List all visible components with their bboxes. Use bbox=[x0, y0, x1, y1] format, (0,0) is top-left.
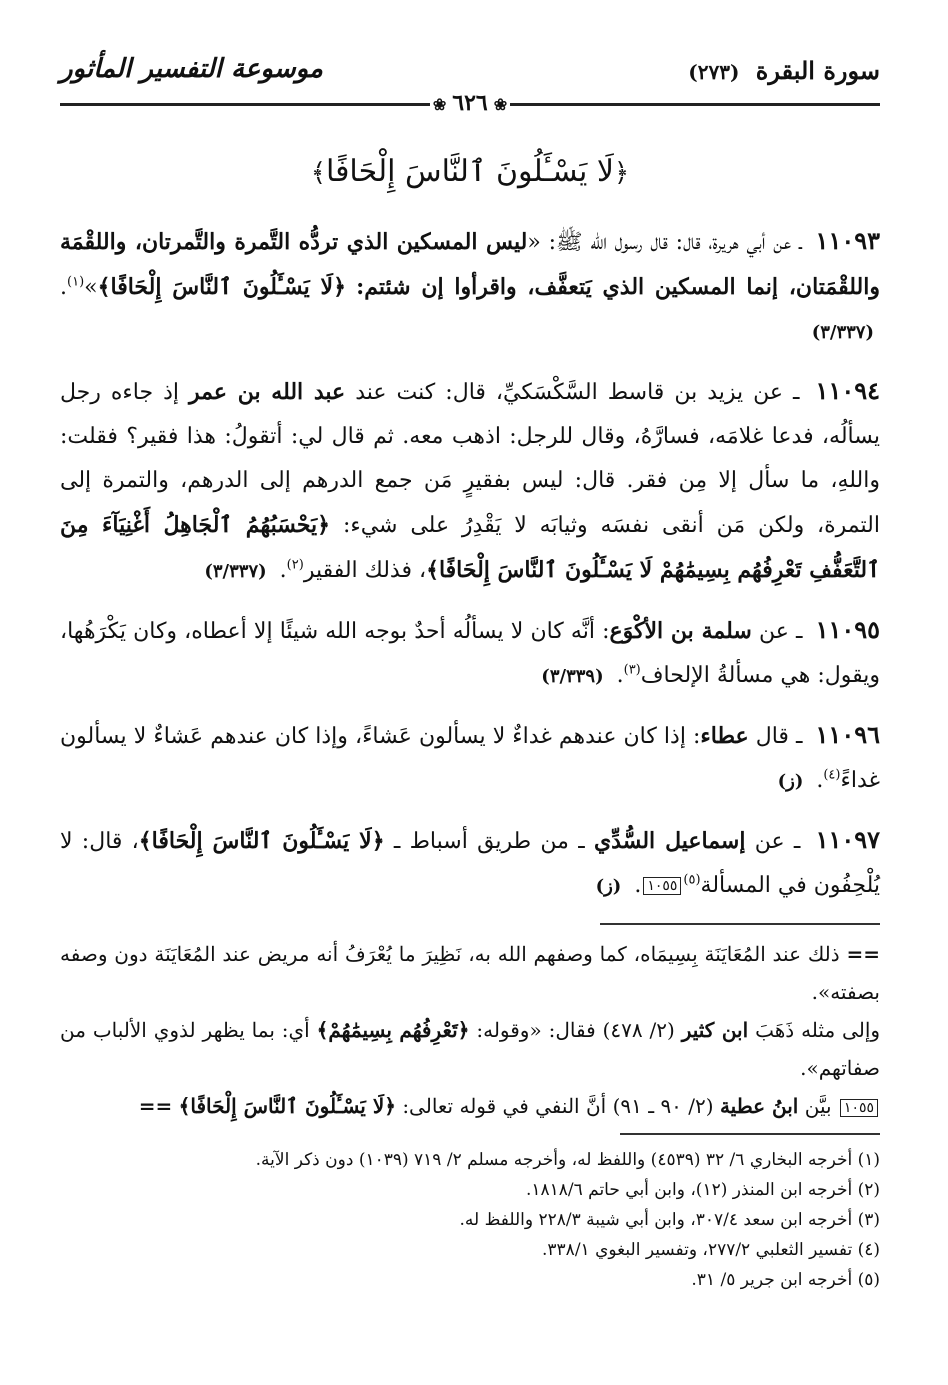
footnote-marker[interactable]: (١) bbox=[67, 274, 85, 290]
commentary-box-ref[interactable]: ١٠٥٥ bbox=[840, 1099, 878, 1117]
quran-quote: ﴿لَا يَسْـَٔلُونَ ٱلنَّاسَ إِلْحَافًا﴾ bbox=[138, 828, 385, 854]
entry-text: . bbox=[816, 768, 824, 793]
entry-11094 bbox=[60, 369, 880, 594]
ornament-icon: ❀ bbox=[493, 95, 508, 114]
entry-number: ١١٠٩٤ bbox=[815, 376, 880, 405]
entry-text: ـ عن يزيد بن قاسط السَّكْسَكيِّ، قال: كنت عند bbox=[355, 380, 800, 405]
hadith-text: ليس المسكين الذي تردُّه التَّمرة والتَّمرتان، واللقْمَة واللقْمَتان، إنما المسكين الذي يَتعفَّف، واقرأوا إن شئتم: bbox=[60, 229, 880, 300]
note-text: وإلى مثله ذَهَبَ bbox=[755, 1018, 881, 1042]
scholar-name: ابنُ عطية bbox=[719, 1094, 799, 1118]
verse-number: (٢٧٣) bbox=[688, 60, 740, 84]
page-number bbox=[60, 90, 880, 116]
entry-text: ـ من طريق أسباط ـ bbox=[393, 829, 585, 854]
entry-text: . bbox=[616, 663, 624, 688]
entry-number: ١١٠٩٥ bbox=[815, 615, 881, 644]
footnote-5: (٥) أخرجه ابن جرير ٥/ ٣١. bbox=[691, 1270, 880, 1290]
entry-11097 bbox=[60, 818, 880, 909]
quran-quote: ﴿تَعْرِفُهُم بِسِيمَٰهُمْ﴾ bbox=[316, 1018, 470, 1042]
footnote-marker[interactable]: (٤) bbox=[823, 767, 841, 783]
entry-11093 bbox=[60, 219, 880, 355]
narrator-name: إسماعيل السُّدِّي bbox=[593, 828, 746, 854]
entry-text: : إذا كان عندهم غداءٌ لا يسألون عَشاءً، وإذا كان عندهم عَشاءٌ لا يسألون غداءً bbox=[60, 724, 880, 793]
note-text: أي: بما يظهر لذوي الألباب من صفاتهم». bbox=[60, 1018, 880, 1080]
surah-name: سورة البقرة bbox=[755, 56, 880, 85]
bracket-open: ﴿ bbox=[614, 158, 630, 188]
ornament-icon: ❀ bbox=[432, 95, 447, 114]
entry-11095 bbox=[60, 608, 880, 699]
ayah-heading bbox=[60, 154, 880, 189]
entry-text: : أنَّه كان لا يسألُه أحدٌ بوجه الله شيئًا إلا أعطاه، وكان يَكْرَهُها، ويقول: هي مسألةُ الإلحاف bbox=[60, 619, 880, 688]
surah-title bbox=[688, 56, 880, 85]
entry-number: ١١٠٩٣ bbox=[815, 226, 880, 255]
entry-text: . bbox=[634, 873, 642, 898]
page-number-value: ٦٢٦ bbox=[452, 90, 488, 116]
footnote-1: (١) أخرجه البخاري ٦/ ٣٢ (٤٥٣٩) واللفظ له، وأخرجه مسلم ٢/ ٧١٩ (١٠٣٩) دون ذكر الآية. bbox=[255, 1150, 880, 1170]
continuation-mark: == bbox=[846, 942, 881, 966]
entry-text: . bbox=[279, 558, 287, 583]
continuation-mark: == bbox=[138, 1094, 173, 1118]
commentary-note bbox=[60, 935, 880, 1011]
note-text: ذلك عند المُعَايَنَة بِسِيمَاه، كما وصفهم الله به، نَظِيرَ ما يُعْرَفُ أنه مريض عند المُعَايَنَة دون وصفه بصفته». bbox=[60, 942, 880, 1004]
footnote-4: (٤) تفسير الثعلبي ٢٧٧/٢، وتفسير البغوي ٣٣٨/١. bbox=[542, 1240, 880, 1260]
footnote-2: (٢) أخرجه ابن المنذر (١٢)، وابن أبي حاتم ١٨١٨/٦. bbox=[525, 1180, 880, 1200]
source-marker: (ز) bbox=[595, 876, 622, 897]
narrator-name: عطاء bbox=[700, 723, 749, 749]
entry-text: ، فذلك الفقير bbox=[303, 558, 427, 583]
footnote-marker[interactable]: (٣) bbox=[623, 662, 641, 678]
bracket-close: ﴾ bbox=[310, 158, 326, 188]
narrator-name: عبد الله بن عمر bbox=[189, 379, 346, 405]
commentary-note bbox=[60, 1011, 880, 1087]
scholar-name: ابن كثير bbox=[681, 1018, 749, 1042]
volume-page-ref: (٣/٣٣٧) bbox=[204, 561, 267, 582]
quran-quote: ﴿لَا يَسْـَٔلُونَ ٱلنَّاسَ إِلْحَافًا﴾ bbox=[178, 1094, 396, 1118]
entry-number: ١١٠٩٦ bbox=[815, 720, 880, 749]
note-text: (٢/ ٤٧٨) فقال: «وقوله: bbox=[476, 1018, 675, 1042]
book-title: موسوعة التفسير المأثور bbox=[60, 54, 323, 84]
footnotes-divider bbox=[620, 1133, 880, 1135]
quran-quote: ﴿لَا يَسْـَٔلُونَ ٱلنَّاسَ إِلْحَافًا﴾ bbox=[97, 274, 346, 300]
entry-11096 bbox=[60, 713, 880, 804]
note-text: بيَّن bbox=[804, 1094, 832, 1118]
entry-number: ١١٠٩٧ bbox=[815, 825, 881, 854]
entry-text: ـ عن أبي هريرة، قال: قال رسول الله ﷺ: « bbox=[527, 230, 802, 255]
commentary-box-ref[interactable]: ١٠٥٥ bbox=[643, 877, 681, 895]
running-header bbox=[60, 48, 880, 88]
ayah-heading-text: لَا يَسْـَٔلُونَ ٱلنَّاسَ إِلْحَافًا bbox=[325, 154, 615, 189]
footnote-marker[interactable]: (٥) bbox=[683, 872, 701, 888]
note-text: (٢/ ٩٠ ـ ٩١) أنَّ النفي في قوله تعالى: bbox=[402, 1094, 714, 1118]
notes-divider bbox=[600, 923, 880, 925]
entry-text: ـ عن bbox=[758, 619, 803, 644]
book-page bbox=[60, 48, 880, 1338]
commentary-note bbox=[60, 1087, 880, 1125]
entry-text: إذ جاءه رجل يسألُه، فدعا غلامَه، فسارَّهُ، وقال للرجل: اذهب معه. ثم قال لي: أتقولُ: هذا فقير؟ فقلت: واللهِ، ما سأل إلا مِن فقر. قال: ليس بفقيرٍ مَن جمع الدرهم إلى الدرهم، والتمرة إلى التمرة، ولكن مَن أنقى نفسَه وثيابَه لا يَقْدِرُ على شيء: bbox=[60, 380, 880, 538]
volume-page-ref: (٣/٣٣٩) bbox=[541, 666, 604, 687]
entry-text: » bbox=[84, 275, 98, 300]
footnote-marker[interactable]: (٢) bbox=[286, 557, 304, 573]
quran-quote: ﴿يَحْسَبُهُمُ ٱلْجَاهِلُ أَغْنِيَآءَ مِنَ ٱلتَّعَفُّفِ تَعْرِفُهُم بِسِيمَٰهُمْ لَا يَسْـَٔلُونَ ٱلنَّاسَ إِلْحَافًا﴾ bbox=[60, 512, 880, 583]
volume-page-ref: (٣/٣٣٧) bbox=[811, 322, 874, 343]
footnote-3: (٣) أخرجه ابن سعد ٣٠٧/٤، وابن أبي شيبة ٢٢٨/٣ واللفظ له. bbox=[459, 1210, 880, 1230]
entry-text: ، قال: لا يُلْحِفُون في المسألة bbox=[60, 829, 880, 898]
entry-text: ـ عن bbox=[754, 829, 801, 854]
entry-text: ـ قال bbox=[755, 724, 803, 749]
header-rule bbox=[60, 92, 880, 116]
source-marker: (ز) bbox=[777, 771, 804, 792]
entry-text: . bbox=[60, 275, 67, 300]
narrator-name: سلمة بن الأكْوَع bbox=[609, 618, 752, 644]
